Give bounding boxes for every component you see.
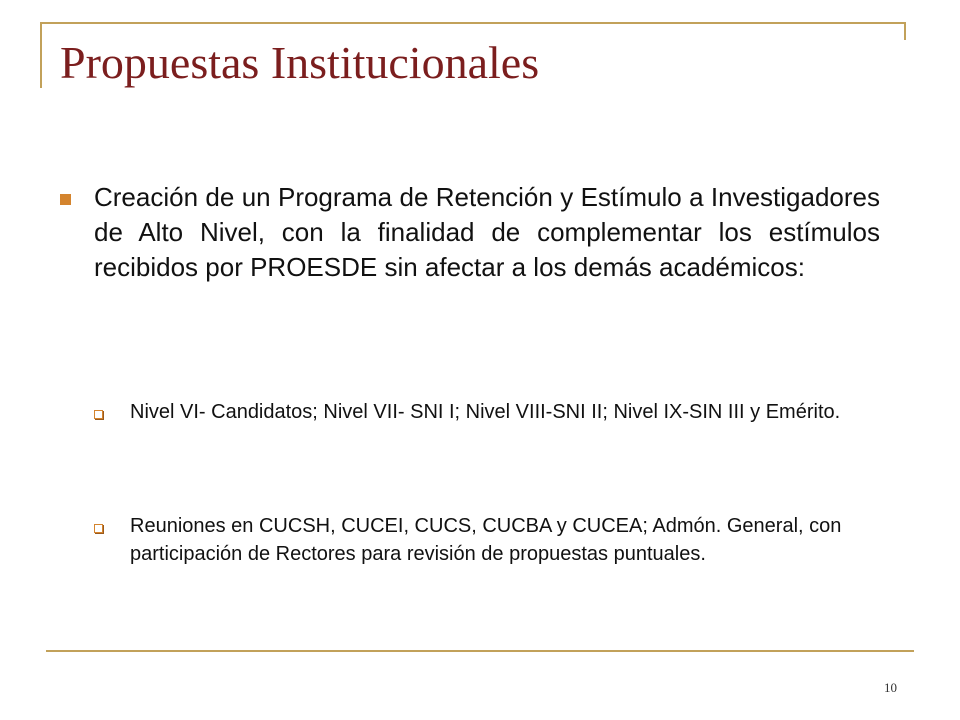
hollow-square-bullet-icon xyxy=(94,410,103,419)
main-bullet-item xyxy=(60,180,880,285)
frame-top-line xyxy=(40,22,904,24)
main-bullet-text: Creación de un Programa de Retención y Estímulo a Investigadores de Alto Nivel, con la finalidad de complementar los estímulos recibidos por PROESDE sin afectar a los demás académicos: xyxy=(94,182,880,282)
sub-bullet-item xyxy=(94,398,894,426)
frame-right-line xyxy=(904,22,906,40)
sub-bullet-text: Reuniones en CUCSH, CUCEI, CUCS, CUCBA y CUCEA; Admón. General, con participación de Rectores para revisión de propuestas puntuales. xyxy=(130,515,842,565)
sub-bullet-text: Nivel VI- Candidatos; Nivel VII- SNI I; Nivel VIII-SNI II; Nivel IX-SIN III y Emérito. xyxy=(130,401,841,423)
slide-title: Propuestas Institucionales xyxy=(60,37,540,88)
hollow-square-bullet-icon xyxy=(94,524,103,533)
sub-bullet-item xyxy=(94,512,894,568)
footer-divider-line xyxy=(46,650,914,652)
frame-left-line xyxy=(40,22,42,88)
page-number: 10 xyxy=(884,680,897,695)
square-bullet-icon xyxy=(60,194,71,205)
